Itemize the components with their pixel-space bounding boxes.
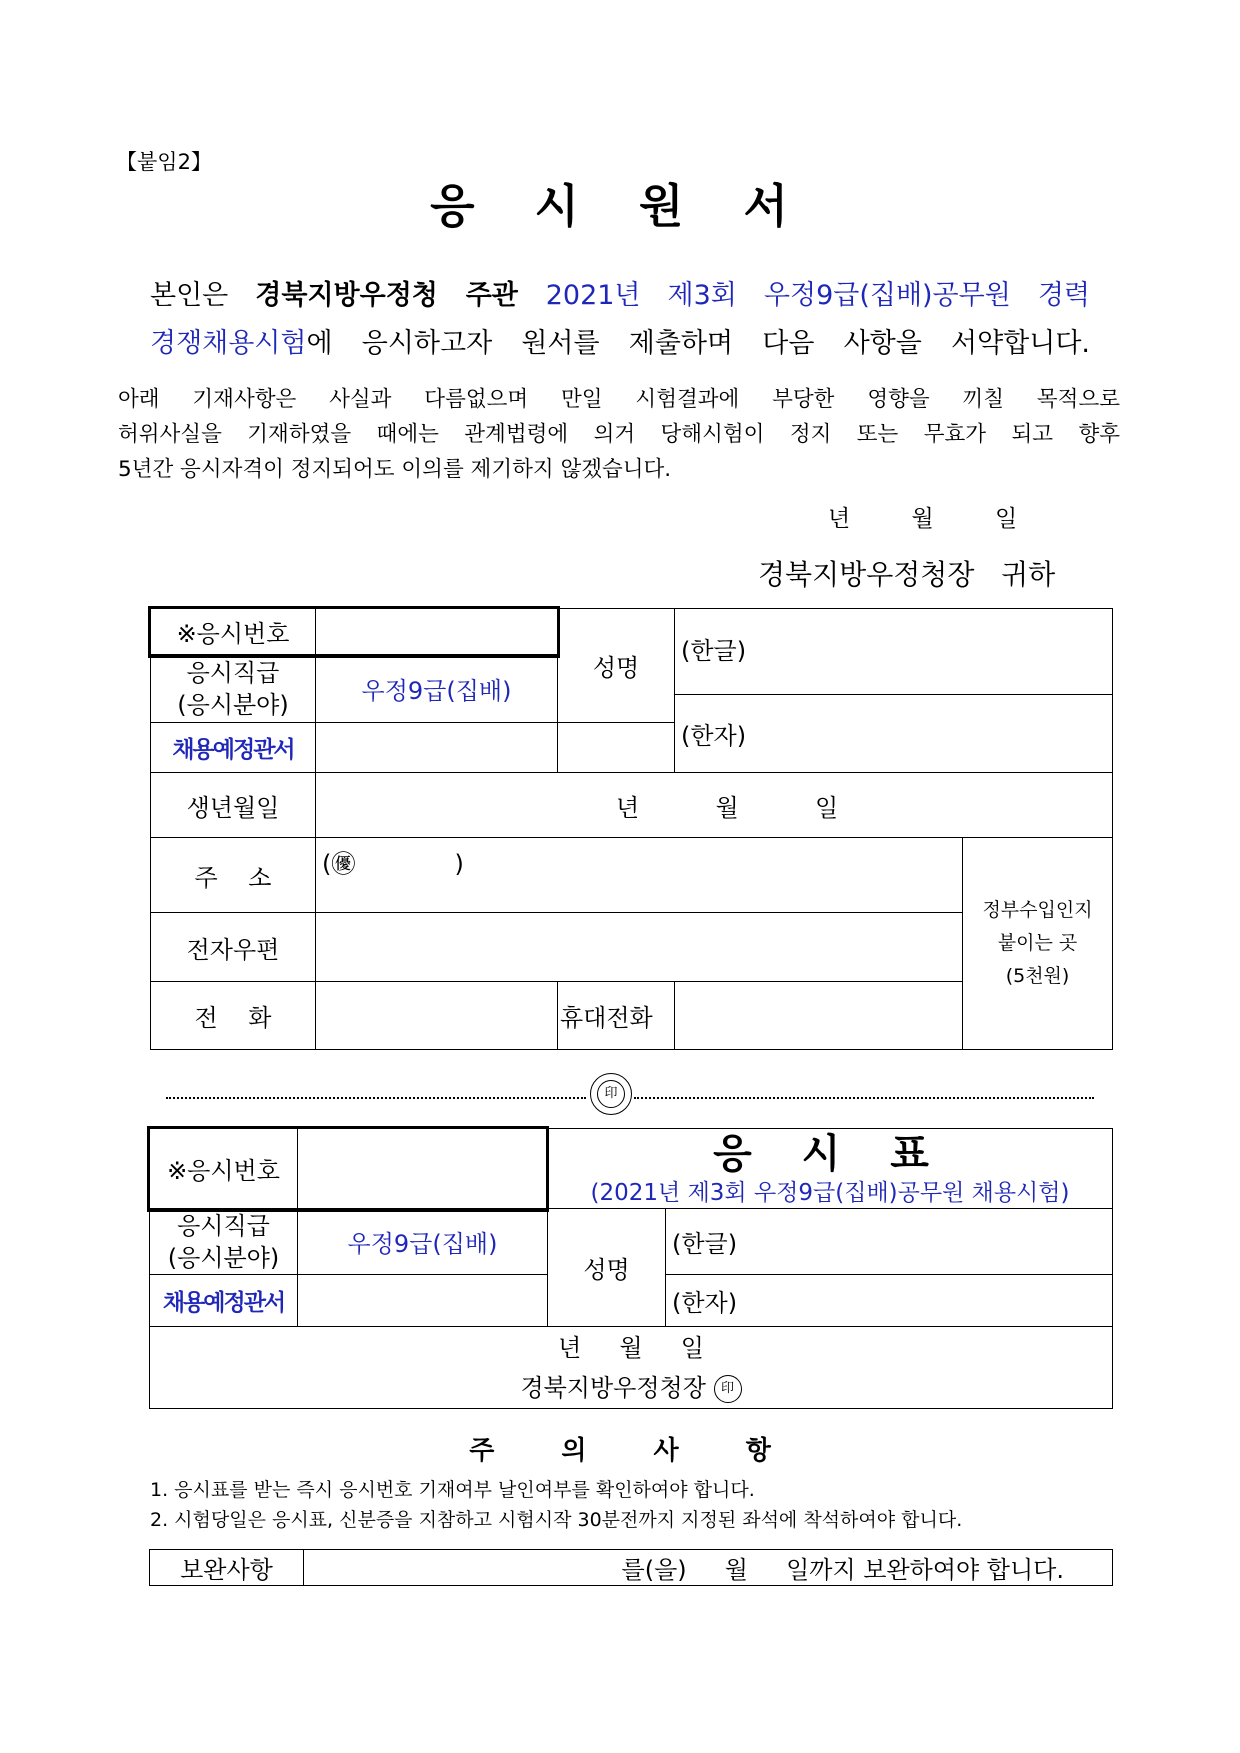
- ticket-date: 년 월 일: [558, 1333, 704, 1362]
- attachment-label: 【붙임2】: [116, 150, 212, 174]
- office-label: 채용예정관서: [151, 723, 316, 773]
- phone-label: 전 화: [151, 982, 316, 1050]
- notice-2: 2. 시험당일은 응시표, 신분증을 지참하고 시험시작 30분전까지 지정된 좌석에 착석하여야 합니다.: [150, 1509, 963, 1531]
- ticket-seal-icon: 印: [714, 1375, 742, 1403]
- grade-value: 우정9급(집배): [316, 655, 558, 723]
- intro-text-2: 주관: [437, 280, 546, 311]
- intro-text-1: 본인은: [150, 280, 256, 311]
- ticket-office-label: 채용예정관서: [150, 1275, 298, 1327]
- intro-text-3: 에 응시하고자 원서를 제출하며 다음 사항을 서약합니다.: [306, 328, 1090, 359]
- name-hanja-label: (한자): [681, 722, 747, 750]
- name-hanja-field[interactable]: [675, 695, 1113, 773]
- intro-exam-name-2: 경쟁채용시험: [150, 328, 307, 359]
- ticket-name-korean-field[interactable]: [666, 1209, 1113, 1275]
- address-field[interactable]: [316, 838, 963, 913]
- stamp-line-3: (5천원): [1005, 965, 1070, 987]
- name-korean-label: (한글): [681, 637, 747, 665]
- ticket-title: 응 시 표: [713, 1130, 947, 1177]
- email-label: 전자우편: [151, 913, 316, 982]
- office-field[interactable]: [316, 723, 558, 773]
- address-value: (㊝ ): [322, 850, 464, 878]
- supplement-field[interactable]: [304, 1550, 1113, 1586]
- stamp-line-1: 정부수입인지: [982, 899, 1093, 921]
- ticket-office-field[interactable]: [298, 1275, 548, 1327]
- ticket-table: [149, 1128, 1113, 1409]
- date-line: 년 월 일: [828, 506, 1018, 532]
- ticket-name-korean-label: (한글): [672, 1230, 738, 1258]
- supplement-text: 를(을) 월 일까지 보완하여야 합니다.: [621, 1556, 1064, 1584]
- mobile-label: 휴대전화: [558, 982, 675, 1050]
- exam-number-field[interactable]: [316, 609, 558, 655]
- cut-line-left: [166, 1097, 586, 1099]
- ticket-subtitle: (2021년 제3회 우정9급(집배)공무원 채용시험): [590, 1179, 1070, 1206]
- seal-char: 印: [597, 1080, 625, 1108]
- ticket-exam-number-label: ※응시번호: [150, 1129, 298, 1209]
- revenue-stamp-box: [963, 838, 1113, 1050]
- ticket-grade-label-2: (응시분야): [167, 1243, 280, 1272]
- page-title: 응 시 원 서: [430, 179, 810, 233]
- intro-line-2: [150, 320, 1090, 368]
- application-table: [150, 608, 1113, 1050]
- ticket-grade-label: [150, 1209, 298, 1275]
- cut-line-right: [634, 1097, 1094, 1099]
- seal-icon: [590, 1073, 632, 1115]
- grade-label-2: (응시분야): [177, 690, 289, 719]
- mobile-field[interactable]: [675, 982, 963, 1050]
- supplement-table: [149, 1549, 1113, 1586]
- exam-number-label: ※응시번호: [151, 609, 316, 655]
- ticket-grade-label-1: 응시직급: [177, 1211, 270, 1240]
- notice-title: 주 의 사 항: [469, 1436, 771, 1466]
- intro-org: 경북지방우정청: [255, 280, 438, 311]
- name-label-spacer: [558, 723, 675, 773]
- pledge-line-1: 아래 기재사항은 사실과 다름없으며 만일 시험결과에 부당한 영향을 끼칠 목적으로: [118, 387, 1120, 412]
- ticket-issuer: 경북지방우정청장: [520, 1373, 706, 1402]
- name-korean-field[interactable]: [675, 609, 1113, 695]
- ticket-exam-number-field[interactable]: [298, 1129, 548, 1209]
- intro-exam-name: 2021년 제3회 우정9급(집배)공무원 경력: [545, 280, 1090, 311]
- ticket-name-hanja-field[interactable]: [666, 1275, 1113, 1327]
- email-field[interactable]: [316, 913, 963, 982]
- ticket-issuer-block: [150, 1327, 1113, 1409]
- ticket-heading: [548, 1129, 1113, 1209]
- addressee: 경북지방우정청장 귀하: [758, 558, 1056, 591]
- pledge-line-2: 허위사실을 기재하였을 때에는 관계법령에 의거 당해시험이 정지 또는 무효가 되고 향후: [118, 422, 1120, 447]
- grade-label-1: 응시직급: [186, 658, 280, 687]
- stamp-line-2: 붙이는 곳: [997, 932, 1078, 954]
- birth-value: 년 월 일: [616, 793, 839, 822]
- ticket-grade-value: 우정9급(집배): [298, 1209, 548, 1275]
- phone-field[interactable]: [316, 982, 558, 1050]
- name-label: 성명: [558, 609, 675, 723]
- pledge-line-3: 5년간 응시자격이 정지되어도 이의를 제기하지 않겠습니다.: [118, 457, 672, 482]
- grade-label: [151, 655, 316, 723]
- address-label: 주 소: [151, 838, 316, 913]
- ticket-issuer-line: [156, 1368, 1106, 1408]
- ticket-name-hanja-label: (한자): [672, 1289, 738, 1317]
- ticket-name-label: 성명: [548, 1209, 666, 1327]
- supplement-label: 보완사항: [150, 1550, 304, 1586]
- notice-1: 1. 응시표를 받는 즉시 응시번호 기재여부 날인여부를 확인하여야 합니다.: [150, 1479, 755, 1501]
- birth-field[interactable]: [316, 773, 1113, 838]
- birth-label: 생년월일: [151, 773, 316, 838]
- intro-line-1: [150, 272, 1090, 320]
